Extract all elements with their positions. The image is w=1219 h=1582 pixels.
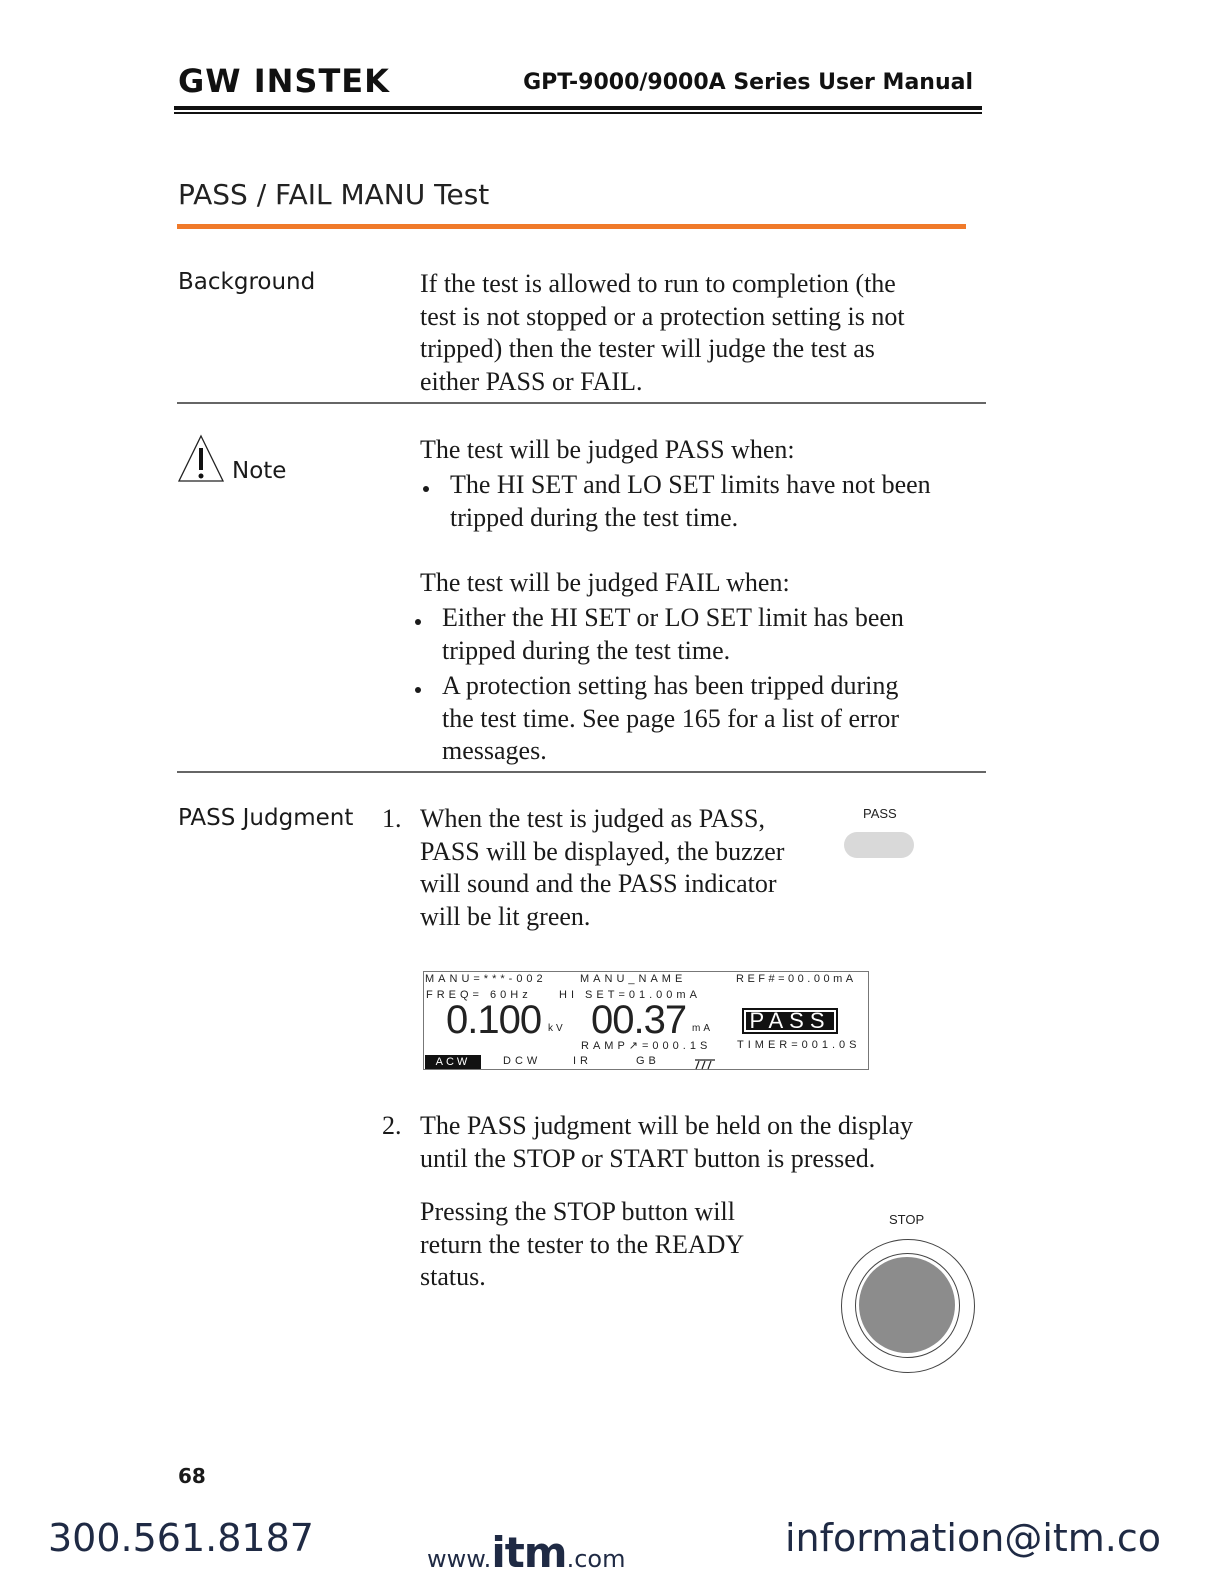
lcd-pass-result: PASS bbox=[742, 1008, 838, 1034]
lcd-ramp: RAMP↗=000.1S bbox=[581, 1040, 712, 1052]
lcd-ref: REF#=00.00mA bbox=[736, 973, 857, 985]
note-label: Note bbox=[232, 458, 287, 484]
lcd-freq: FREQ= 60Hz bbox=[426, 989, 532, 1001]
step-1-text: When the test is judged as PASS, PASS will be displayed, the buzzer will sound and the PASS indicator will be lit green. bbox=[420, 804, 785, 931]
lcd-mode-ir: IR bbox=[573, 1055, 592, 1067]
lcd-current-reading: 00.37 bbox=[591, 998, 687, 1042]
footer-phone: 300.561.8187 bbox=[48, 1516, 314, 1560]
lcd-mode-acw: ACW bbox=[425, 1055, 481, 1069]
lcd-mode-dcw: DCW bbox=[503, 1055, 542, 1067]
fail-condition-bullet-2: A protection setting has been tripped during the test time. See page 165 for a list of error messages. bbox=[442, 671, 900, 765]
section-title: PASS / FAIL MANU Test bbox=[178, 178, 490, 211]
pass-indicator-light bbox=[844, 832, 914, 858]
lcd-manu: MANU=***-002 bbox=[425, 973, 547, 985]
fail-condition-intro: The test will be judged FAIL when: bbox=[420, 568, 790, 597]
header-rule bbox=[174, 106, 982, 110]
itm-logo: itm bbox=[491, 1528, 567, 1577]
bullet-icon bbox=[415, 619, 421, 625]
pass-indicator-label: PASS bbox=[863, 806, 897, 821]
pass-condition-bullet: The HI SET and LO SET limits have not been tripped during the test time. bbox=[450, 470, 931, 532]
step-1-number: 1. bbox=[382, 804, 402, 833]
lcd-manu-name: MANU_NAME bbox=[580, 973, 687, 985]
footer-website: www. itm .com bbox=[427, 1528, 626, 1577]
manual-title: GPT-9000/9000A Series User Manual bbox=[523, 70, 973, 95]
stop-description: Pressing the STOP button will return the tester to the READY status. bbox=[420, 1197, 745, 1291]
section-title-underline bbox=[177, 224, 966, 229]
row-divider bbox=[177, 771, 986, 773]
row-divider bbox=[177, 402, 986, 404]
page-number: 68 bbox=[178, 1464, 206, 1488]
background-label: Background bbox=[178, 269, 316, 295]
lcd-voltage-reading: 0.100 bbox=[446, 998, 542, 1042]
step-2-text: The PASS judgment will be held on the display until the STOP or START button is pressed. bbox=[420, 1111, 914, 1173]
header-rule-thin bbox=[174, 112, 982, 114]
warning-icon bbox=[177, 434, 225, 482]
background-text: If the test is allowed to run to completion (the test is not stopped or a protection setting is not tripped) then the tester will judge the test as either PASS or FAIL. bbox=[420, 269, 905, 396]
lcd-current-unit: mA bbox=[692, 1023, 713, 1034]
lcd-timer: TIMER=001.0S bbox=[737, 1039, 861, 1051]
fail-condition-bullet-1: Either the HI SET or LO SET limit has been tripped during the test time. bbox=[442, 603, 904, 665]
bullet-icon bbox=[415, 687, 421, 693]
footer-email: information@itm.co bbox=[785, 1516, 1162, 1560]
stop-button-label: STOP bbox=[889, 1212, 925, 1227]
step-2-number: 2. bbox=[382, 1111, 402, 1140]
bullet-icon bbox=[423, 486, 429, 492]
ground-icon bbox=[694, 1058, 716, 1070]
lcd-voltage-unit: kV bbox=[548, 1023, 566, 1034]
lcd-hi-set: HI SET=01.00mA bbox=[559, 989, 701, 1001]
brand-logo: GW INSTEK bbox=[178, 62, 390, 100]
lcd-mode-gb: GB bbox=[636, 1055, 660, 1067]
stop-button bbox=[841, 1239, 975, 1373]
lcd-display bbox=[423, 971, 869, 1070]
pass-judgment-label: PASS Judgment bbox=[178, 805, 354, 831]
pass-condition-intro: The test will be judged PASS when: bbox=[420, 435, 795, 464]
